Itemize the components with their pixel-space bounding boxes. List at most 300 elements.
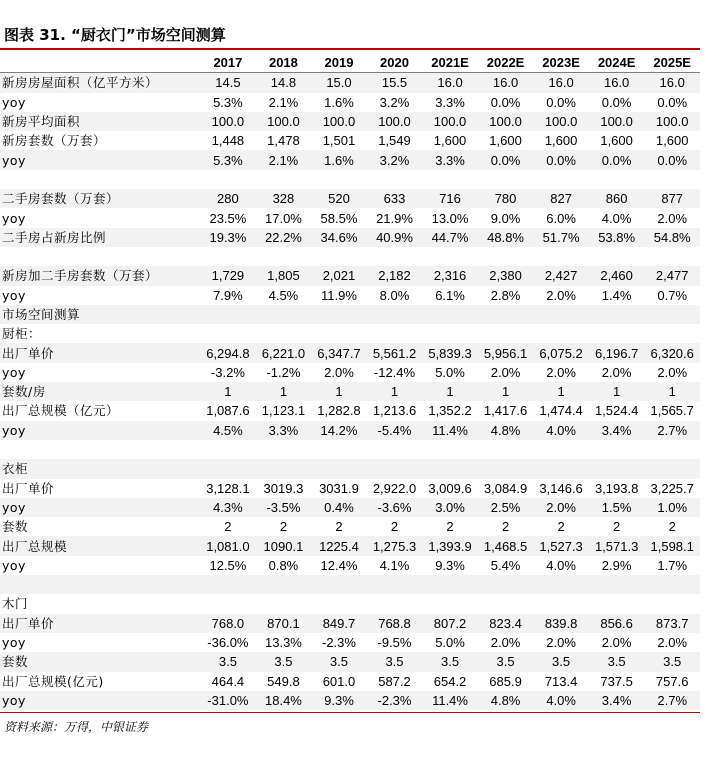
value-cell: 11.9% <box>321 287 357 303</box>
table-row <box>0 170 700 189</box>
value-cell: -3.6% <box>367 498 423 517</box>
value-cell: 1,275.3 <box>367 536 423 555</box>
value-cell <box>644 459 700 478</box>
value-cell: 713.4 <box>544 673 578 689</box>
value-cell: 0.0% <box>490 94 521 110</box>
table-row <box>0 247 700 266</box>
header-label-cell <box>0 53 200 73</box>
value-cell: 0.0% <box>657 94 688 110</box>
table-row <box>0 150 700 169</box>
value-cell: 6,320.6 <box>644 343 700 362</box>
value-cell: 1 <box>478 382 534 401</box>
value-cell: 3.5 <box>644 652 700 671</box>
value-cell <box>311 324 367 343</box>
value-cell: 1,571.3 <box>589 536 645 555</box>
value-cell <box>422 594 478 613</box>
value-cell: 464.4 <box>211 673 245 689</box>
table-row <box>0 228 700 247</box>
value-cell <box>311 459 367 478</box>
value-cell: 2.0% <box>657 364 688 380</box>
value-cell <box>533 440 589 459</box>
year-header-row <box>0 53 700 73</box>
value-cell: 860 <box>589 189 645 208</box>
value-cell: 1,600 <box>544 133 578 149</box>
value-cell: 5.3% <box>213 94 243 110</box>
value-cell: 1,474.4 <box>539 403 583 419</box>
year-header: 2023E <box>533 53 589 73</box>
value-cell <box>422 247 478 266</box>
value-cell: 1,213.6 <box>372 403 417 419</box>
value-cell: 873.7 <box>644 614 700 633</box>
table-row <box>0 575 700 594</box>
value-cell: 0.7% <box>657 287 688 303</box>
row-label: 出厂单价 <box>0 614 200 633</box>
value-cell: 9.0% <box>490 210 521 226</box>
table-row <box>0 343 700 362</box>
value-cell: 2 <box>557 519 565 535</box>
value-cell <box>422 575 478 594</box>
row-label: yoy <box>2 287 26 303</box>
value-cell <box>533 247 589 266</box>
table-row <box>0 421 700 440</box>
value-cell: 2.0% <box>490 364 521 380</box>
value-cell: 4.0% <box>601 210 632 226</box>
value-cell: 807.2 <box>422 614 478 633</box>
value-cell: 6,294.8 <box>200 343 256 362</box>
value-cell <box>644 594 700 613</box>
value-cell: 1,600 <box>600 133 633 149</box>
value-cell: 53.8% <box>589 228 645 247</box>
value-cell: 16.0 <box>478 73 534 93</box>
value-cell: 14.5 <box>200 73 256 93</box>
row-label: yoy <box>0 498 200 517</box>
value-cell: 54.8% <box>644 228 700 247</box>
value-cell <box>644 324 700 343</box>
value-cell <box>200 247 256 266</box>
value-cell: 6,347.7 <box>311 343 367 362</box>
value-cell: 1,417.6 <box>483 403 528 419</box>
value-cell <box>533 324 589 343</box>
value-cell <box>256 305 312 324</box>
value-cell: 2.0% <box>601 635 632 651</box>
value-cell: 2.0% <box>657 210 688 226</box>
value-cell: 18.4% <box>256 691 312 710</box>
value-cell <box>644 440 700 459</box>
value-cell: 6,221.0 <box>256 343 312 362</box>
value-cell <box>533 305 589 324</box>
value-cell: 11.4% <box>422 421 478 440</box>
value-cell: 5,561.2 <box>367 343 423 362</box>
row-label: yoy <box>2 94 26 110</box>
year-header: 2019 <box>311 53 367 73</box>
value-cell: 17.0% <box>265 210 302 226</box>
value-cell: 2,460 <box>589 266 645 285</box>
value-cell: 1.5% <box>589 498 645 517</box>
value-cell <box>533 170 589 189</box>
value-cell: 1,600 <box>655 133 689 149</box>
table-row <box>0 208 700 227</box>
value-cell <box>478 247 534 266</box>
value-cell: 757.6 <box>655 673 689 689</box>
table-row <box>0 517 700 536</box>
value-cell: 1 <box>200 382 256 401</box>
value-cell: 3.0% <box>422 498 478 517</box>
row-label <box>0 170 200 189</box>
value-cell: 6,196.7 <box>589 343 645 362</box>
value-cell: 23.5% <box>209 210 247 226</box>
value-cell: 685.9 <box>489 673 522 689</box>
value-cell: 3.4% <box>589 691 645 710</box>
value-cell <box>533 459 589 478</box>
value-cell: 3,225.7 <box>650 480 694 496</box>
value-cell <box>533 594 589 613</box>
value-cell: 1,565.7 <box>650 403 694 419</box>
value-cell: 3.5 <box>367 652 423 671</box>
value-cell: 58.5% <box>320 210 358 226</box>
value-cell: 3.3% <box>256 421 312 440</box>
value-cell: 48.8% <box>478 228 534 247</box>
table-row <box>0 633 700 652</box>
value-cell: 601.0 <box>322 673 356 689</box>
table-row <box>0 305 700 324</box>
value-cell: 1 <box>367 382 423 401</box>
value-cell: 2,021 <box>311 266 367 285</box>
value-cell <box>256 170 312 189</box>
value-cell: 870.1 <box>256 614 312 633</box>
value-cell: 1,729 <box>200 266 256 285</box>
value-cell: 4.5% <box>200 421 256 440</box>
value-cell: 3.3% <box>435 94 465 110</box>
row-label: 出厂单价 <box>2 480 55 496</box>
value-cell: 14.2% <box>311 421 367 440</box>
value-cell: 1.6% <box>324 94 354 110</box>
value-cell <box>367 440 423 459</box>
row-label: 出厂总规模(亿元) <box>2 673 104 689</box>
value-cell: 40.9% <box>367 228 423 247</box>
value-cell: 5.3% <box>200 150 256 169</box>
row-label <box>0 247 200 266</box>
value-cell: 1 <box>311 382 367 401</box>
value-cell: 3,084.9 <box>483 480 528 496</box>
value-cell <box>589 459 645 478</box>
value-cell: 2.9% <box>601 557 632 573</box>
value-cell: 1,393.9 <box>422 536 478 555</box>
value-cell: 1,600 <box>489 133 522 149</box>
value-cell: 2.0% <box>546 287 576 303</box>
value-cell: 44.7% <box>422 228 478 247</box>
value-cell <box>367 459 423 478</box>
year-header: 2017 <box>200 53 256 73</box>
table-row <box>0 401 700 420</box>
value-cell: 100.0 <box>256 112 312 131</box>
value-cell <box>311 170 367 189</box>
value-cell: 3,146.6 <box>539 480 583 496</box>
row-label: 木门 <box>2 596 29 612</box>
value-cell: 3.2% <box>367 150 423 169</box>
value-cell: 654.2 <box>433 673 467 689</box>
value-cell: 8.0% <box>379 287 410 303</box>
table-row <box>0 266 700 285</box>
value-cell: 1090.1 <box>256 536 312 555</box>
year-header: 2022E <box>478 53 534 73</box>
year-header: 2021E <box>422 53 478 73</box>
value-cell <box>644 575 700 594</box>
value-cell <box>422 459 478 478</box>
value-cell: 1 <box>533 382 589 401</box>
row-label: 出厂单价 <box>0 343 200 362</box>
value-cell: -5.4% <box>367 421 423 440</box>
value-cell: 1.0% <box>644 498 700 517</box>
value-cell <box>478 305 534 324</box>
value-cell: 0.0% <box>546 94 576 110</box>
row-label: 新房房屋面积（亿平方米） <box>0 73 200 93</box>
source-note: 资料来源：万得，中银证券 <box>4 720 149 734</box>
row-label: 二手房套数（万套） <box>0 189 200 208</box>
value-cell: 768.8 <box>367 614 423 633</box>
value-cell: 2 <box>668 519 676 535</box>
table-row <box>0 93 700 112</box>
value-cell <box>422 305 478 324</box>
value-cell: 1,524.4 <box>594 403 639 419</box>
row-label: 新房套数（万套） <box>2 133 107 149</box>
value-cell: 0.8% <box>268 557 299 573</box>
value-cell: 2,477 <box>644 266 700 285</box>
value-cell <box>589 305 645 324</box>
value-cell: 2 <box>390 519 399 535</box>
value-cell: 3031.9 <box>319 480 359 496</box>
table-row <box>0 112 700 131</box>
row-label: 套数 <box>2 519 29 535</box>
row-label: yoy <box>2 364 26 380</box>
table-row <box>0 594 700 613</box>
value-cell: 100.0 <box>200 112 256 131</box>
value-cell: 4.3% <box>200 498 256 517</box>
value-cell <box>589 594 645 613</box>
value-cell: -36.0% <box>207 635 249 651</box>
value-cell: 1,527.3 <box>533 536 589 555</box>
value-cell: 0.0% <box>601 94 632 110</box>
value-cell <box>367 575 423 594</box>
value-cell: 2.0% <box>546 635 576 651</box>
table-row <box>0 652 700 671</box>
row-label: 新房平均面积 <box>0 112 200 131</box>
value-cell <box>367 594 423 613</box>
row-label: 出厂总规模 <box>0 536 200 555</box>
value-cell <box>478 594 534 613</box>
row-label: 市场空间测算 <box>0 305 200 324</box>
value-cell <box>367 170 423 189</box>
value-cell: 856.6 <box>589 614 645 633</box>
value-cell: 3.5 <box>200 652 256 671</box>
value-cell: 1,600 <box>433 133 467 149</box>
market-size-table <box>0 53 700 710</box>
value-cell: 4.0% <box>533 691 589 710</box>
row-label: yoy <box>0 691 200 710</box>
value-cell: 3.5 <box>256 652 312 671</box>
value-cell: 21.9% <box>376 210 413 226</box>
value-cell: 100.0 <box>367 112 423 131</box>
value-cell: 100.0 <box>311 112 367 131</box>
value-cell <box>256 594 312 613</box>
value-cell: 7.9% <box>213 287 243 303</box>
table-row <box>0 691 700 710</box>
value-cell: 849.7 <box>311 614 367 633</box>
value-cell: 15.5 <box>367 73 423 93</box>
year-header: 2024E <box>589 53 645 73</box>
value-cell <box>200 575 256 594</box>
value-cell <box>311 247 367 266</box>
row-label: 新房加二手房套数（万套） <box>0 266 200 285</box>
value-cell: 3.5 <box>478 652 534 671</box>
value-cell: 4.8% <box>478 691 534 710</box>
value-cell: 549.8 <box>267 673 300 689</box>
value-cell: 0.0% <box>589 150 645 169</box>
row-label: yoy <box>2 557 26 573</box>
table-row <box>0 498 700 517</box>
value-cell: 2.0% <box>490 635 521 651</box>
table-row <box>0 459 700 478</box>
value-cell: 1,598.1 <box>644 536 700 555</box>
value-cell: 6.1% <box>435 287 465 303</box>
value-cell: 520 <box>311 189 367 208</box>
value-cell: 6.0% <box>546 210 576 226</box>
value-cell: 9.3% <box>311 691 367 710</box>
value-cell: -2.3% <box>367 691 423 710</box>
value-cell <box>478 440 534 459</box>
value-cell: 2 <box>446 519 454 535</box>
value-cell: 0.0% <box>533 150 589 169</box>
value-cell <box>589 170 645 189</box>
value-cell: 2.1% <box>256 150 312 169</box>
value-cell: 2,182 <box>367 266 423 285</box>
value-cell: 2,380 <box>478 266 534 285</box>
value-cell: 16.0 <box>644 73 700 93</box>
value-cell: 16.0 <box>533 73 589 93</box>
value-cell: 3019.3 <box>263 480 304 496</box>
value-cell <box>311 440 367 459</box>
table-row <box>0 479 700 498</box>
value-cell: 5,839.3 <box>422 343 478 362</box>
value-cell: 13.0% <box>431 210 469 226</box>
value-cell: 4.5% <box>268 287 299 303</box>
table-row <box>0 536 700 555</box>
value-cell: 2 <box>279 519 288 535</box>
value-cell <box>478 170 534 189</box>
value-cell: 1,352.2 <box>428 403 472 419</box>
source-divider <box>0 712 700 713</box>
value-cell: 2.0% <box>324 364 354 380</box>
value-cell: 780 <box>478 189 534 208</box>
row-label: 出厂总规模（亿元） <box>2 403 120 419</box>
table-row <box>0 382 700 401</box>
value-cell: 3,009.6 <box>428 480 472 496</box>
value-cell <box>422 440 478 459</box>
value-cell <box>200 305 256 324</box>
value-cell: 12.4% <box>320 557 358 573</box>
value-cell: 100.0 <box>589 112 645 131</box>
table-body <box>0 73 700 710</box>
value-cell <box>533 575 589 594</box>
value-cell: 15.0 <box>311 73 367 93</box>
value-cell: 716 <box>422 189 478 208</box>
value-cell: 0.0% <box>478 150 534 169</box>
figure-title: 图表 31. “厨衣门”市场空间测算 <box>4 26 226 44</box>
value-cell <box>589 440 645 459</box>
value-cell: 4.8% <box>478 421 534 440</box>
value-cell: 9.3% <box>435 557 465 573</box>
value-cell: 2.0% <box>546 364 576 380</box>
value-cell <box>422 324 478 343</box>
value-cell: 11.4% <box>422 691 478 710</box>
value-cell: 3.5 <box>589 652 645 671</box>
value-cell: 2.7% <box>644 421 700 440</box>
value-cell: 100.0 <box>478 112 534 131</box>
table-row <box>0 672 700 691</box>
value-cell <box>200 170 256 189</box>
table-row <box>0 189 700 208</box>
year-header: 2018 <box>256 53 312 73</box>
row-label: yoy <box>0 421 200 440</box>
value-cell: -1.2% <box>266 364 301 380</box>
value-cell: -9.5% <box>377 635 412 651</box>
value-cell: 2.0% <box>533 498 589 517</box>
row-label: 衣柜 <box>0 459 200 478</box>
value-cell: 1,549 <box>378 133 411 149</box>
value-cell <box>644 305 700 324</box>
value-cell: 1.6% <box>311 150 367 169</box>
value-cell: 16.0 <box>589 73 645 93</box>
value-cell: 2.1% <box>268 94 299 110</box>
value-cell: 1 <box>256 382 312 401</box>
value-cell: 1225.4 <box>311 536 367 555</box>
value-cell: 22.2% <box>256 228 312 247</box>
value-cell: 1,087.6 <box>206 403 250 419</box>
value-cell: 1,123.1 <box>261 403 306 419</box>
value-cell <box>478 459 534 478</box>
value-cell <box>256 459 312 478</box>
value-cell: 100.0 <box>644 112 700 131</box>
value-cell <box>367 247 423 266</box>
table-row <box>0 556 700 575</box>
value-cell <box>311 575 367 594</box>
value-cell: 0.4% <box>311 498 367 517</box>
value-cell: 1.7% <box>657 557 688 573</box>
value-cell: 3.5 <box>533 652 589 671</box>
value-cell: 1,468.5 <box>478 536 534 555</box>
value-cell: 3,193.8 <box>594 480 639 496</box>
table-row <box>0 440 700 459</box>
table-row <box>0 363 700 382</box>
value-cell: 2 <box>501 519 510 535</box>
row-label <box>0 575 200 594</box>
value-cell: 2.0% <box>601 364 632 380</box>
value-cell: 2.7% <box>644 691 700 710</box>
value-cell: 51.7% <box>533 228 589 247</box>
value-cell: 5.0% <box>435 364 465 380</box>
value-cell: 3.3% <box>422 150 478 169</box>
value-cell: 2 <box>335 519 343 535</box>
value-cell: 100.0 <box>422 112 478 131</box>
value-cell <box>478 575 534 594</box>
value-cell: 34.6% <box>311 228 367 247</box>
value-cell: 19.3% <box>200 228 256 247</box>
value-cell: 1,081.0 <box>200 536 256 555</box>
value-cell <box>422 170 478 189</box>
value-cell: 5.0% <box>435 635 465 651</box>
value-cell <box>256 440 312 459</box>
value-cell: -12.4% <box>373 364 416 380</box>
value-cell: 1 <box>422 382 478 401</box>
